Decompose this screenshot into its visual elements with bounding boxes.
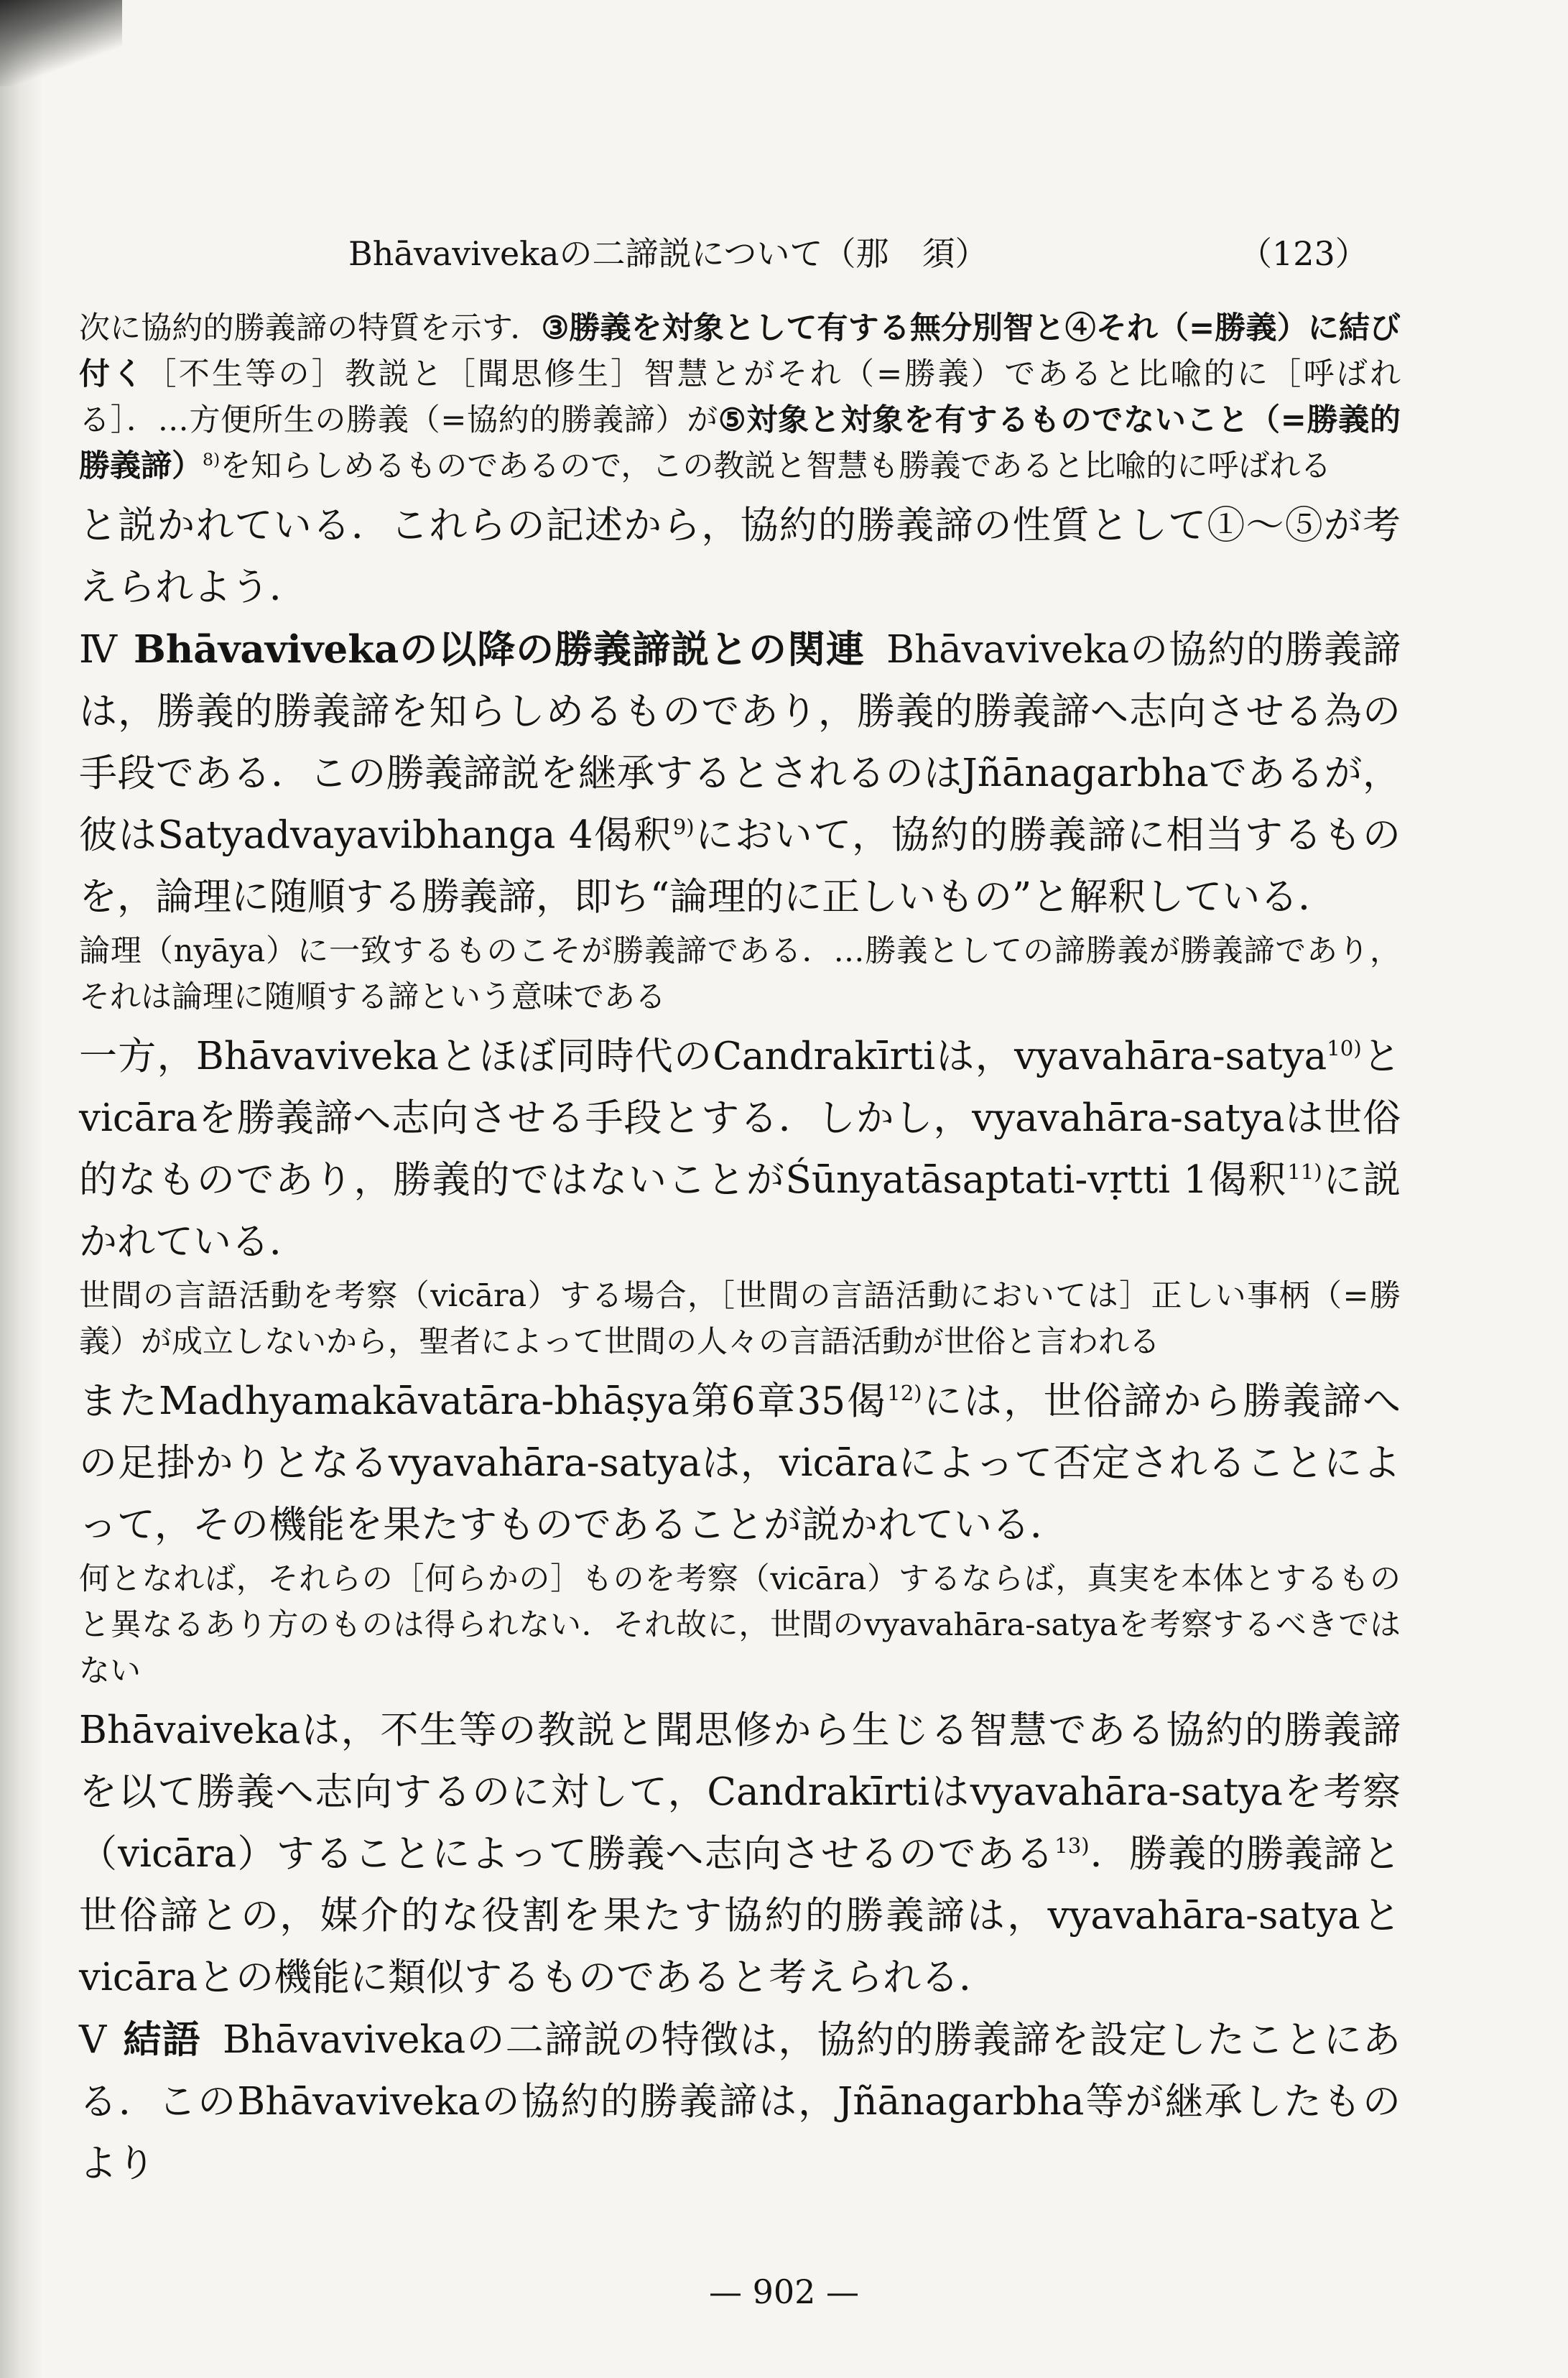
paragraph-text: において，協約的勝義諦に相当するものを，論理に随順する勝義諦，即ち“論理的に正しいもの”と解釈している． [79, 813, 1401, 919]
paragraph-text: に説かれている． [79, 1158, 1401, 1264]
section-title: Bhāvavivekaの以降の勝義諦説との関連 [133, 627, 865, 672]
paragraph-text: またMadhyamakāvatāra-bhāṣya第6章35偈 [79, 1379, 888, 1423]
scan-shadow-edge [0, 0, 43, 2378]
quote-text: 次に協約的勝義諦の特質を示す． [79, 310, 542, 346]
paragraph [79, 1371, 1401, 1556]
page-header [348, 228, 1426, 279]
paragraph-text: Bhāvaivekaは，不生等の教説と聞思修から生じる智慧である協約的勝義諦を以て勝義へ志向するのに対して，Candrakīrtiはvyavahāra-satyaを考察（vicāra）することによって勝義へ志向させるのである [79, 1708, 1401, 1876]
paragraph-text: には，世俗諦から勝義諦への足掛かりとなるvyavahāra-satyaは，vicāraによって否定されることによって，その機能を果たすものであることが説かれている． [79, 1379, 1401, 1547]
paragraph-text: とvicāraを勝義諦へ志向させる手段とする．しかし，vyavahāra-satyaは世俗的なものであり，勝義的ではないことがŚūnyatāsaptati-vṛtti 1偈釈 [79, 1035, 1401, 1202]
quote-text: ［不生等の］教説と［聞思修生］智慧とがそれ（=勝義）であると比喩的に［呼ばれる］．…方便所生の勝義（=協約的勝義諦）が [79, 356, 1401, 438]
footnote-ref: 12) [887, 1381, 922, 1406]
section-number: Ⅳ [79, 628, 118, 672]
article-body [79, 305, 1401, 2195]
paragraph-text: Bhāvavivekaの二諦説の特徴は，協約的勝義諦を設定したことにある．このBhāvavivekaの協約的勝義諦は，Jñānagarbha等が継承したものより [79, 2018, 1401, 2185]
block-quote-4: 何となれば，それらの［何らかの］ものを考察（vicāra）するならば，真実を本体とするものと異なるあり方のものは得られない．それ故に，世間のvyavahāra-satyaを考察するべきではない [79, 1561, 1401, 1689]
block-quote-3: 世間の言語活動を考察（vicāra）する場合，［世間の言語活動においては］正しい事柄（=勝義）が成立しないから，聖者によって世間の人々の言語活動が世俗と言われる [79, 1278, 1401, 1360]
page-footer: — 902 — [708, 2272, 860, 2311]
quote-emphasis: ⑤対象と対象を有するものでないこと（=勝義的勝義諦） [79, 402, 1401, 484]
block-quote-1 [79, 305, 1401, 495]
footnote-ref: 13) [1054, 1833, 1090, 1859]
paragraph-text: 一方，Bhāvavivekaとほぼ同時代のCandrakīrtiは，vyavahāra-satya [79, 1035, 1327, 1078]
block-quote-2: 論理（nyāya）に一致するものこそが勝義諦である．…勝義としての諦勝義が勝義諦であり，それは論理に随順する諦という意味である [79, 933, 1401, 1015]
section-5 [79, 2009, 1401, 2195]
page-number: （123） [1239, 234, 1368, 273]
paragraph: と説かれている．これらの記述から，協約的勝義諦の性質として①〜⑤が考えられよう． [79, 504, 1401, 609]
footnote-ref: 10) [1327, 1036, 1362, 1061]
quote-text: を知らしめるものであるので，この教説と智慧も勝義であると比喩的に呼ばれる [220, 448, 1332, 484]
section-4 [79, 619, 1401, 928]
paragraph-text: ．勝義的勝義諦と世俗諦との，媒介的な役割を果たす協約的勝義諦は，vyavahāra-satyaとvicāraとの機能に類似するものであると考えられる． [79, 1832, 1401, 1999]
footnote-ref: 11) [1287, 1160, 1322, 1185]
footnote-ref: 9) [672, 815, 695, 840]
section-title: 結語 [123, 2017, 202, 2062]
paragraph [79, 1700, 1401, 2009]
footnote-ref: 8) [203, 449, 221, 470]
paragraph-text: Bhāvavivekaの協約的勝義諦は，勝義的勝義諦を知らしめるものであり，勝義的勝義諦へ志向させる為の手段である．この勝義諦説を継承するとされるのはJñānagarbhaであるが，彼はSatyadvayavibhanga 4偈釈 [79, 628, 1401, 857]
paragraph [79, 1026, 1401, 1273]
quote-emphasis: ③勝義を対象として有する無分別智と④それ（=勝義）に結び付く [79, 310, 1401, 392]
section-number: Ⅴ [79, 2018, 108, 2062]
running-title: Bhāvavivekaの二諦説について（那 須） [348, 234, 988, 273]
scan-shadow-corner [0, 0, 122, 86]
